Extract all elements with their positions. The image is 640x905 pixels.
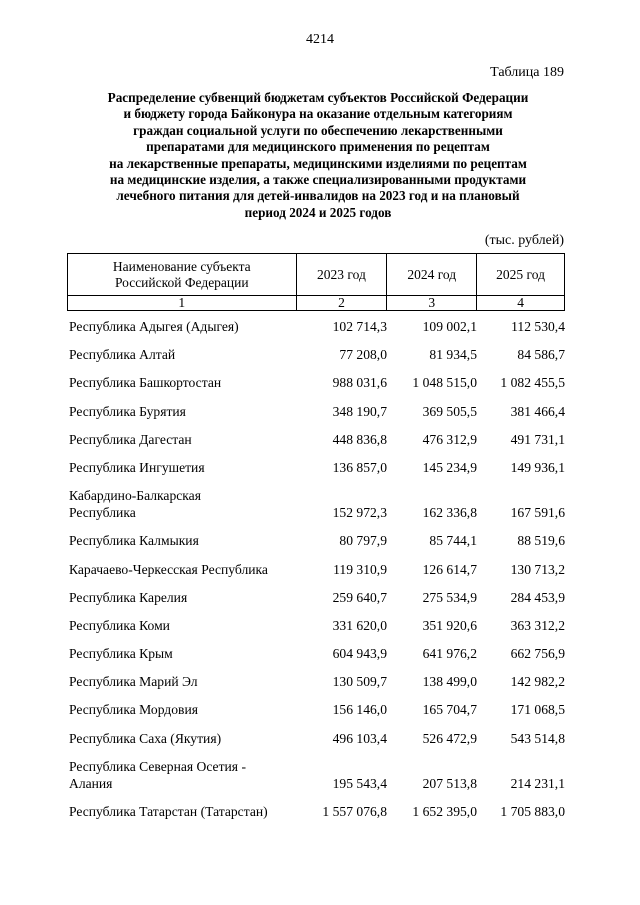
subject-name-line: Республика Бурятия [69,403,186,419]
table-row [67,617,567,634]
table-row [67,431,567,448]
value-2025: 167 591,6 [510,505,565,521]
value-2023: 448 836,8 [332,431,387,447]
value-2023: 331 620,0 [332,617,387,633]
table-row [67,803,567,820]
column-header-2023: 2023 год [296,254,387,296]
value-2025: 214 231,1 [510,775,565,791]
subject-name-line: Республика [69,505,136,521]
subject-name-line: Республика Татарстан (Татарстан) [69,804,268,819]
subject-name-line: Кабардино-Балкарская [69,488,201,504]
value-2025: 130 713,2 [510,561,565,577]
subject-name [67,459,311,476]
table-row [67,561,567,578]
table-header [67,253,565,311]
subject-name-line: Республика Саха (Якутия) [69,730,222,746]
subject-name-line: Республика Мордовия [69,702,198,718]
subject-name-line: Республика Ингушетия [69,459,205,475]
subject-name [67,318,311,335]
subject-name [67,346,311,363]
table-row [67,645,567,662]
value-2025: 84 586,7 [517,347,565,363]
value-2023: 496 103,4 [332,730,387,746]
value-2024: 85 744,1 [429,533,477,549]
subject-name-line: Алания [69,775,113,791]
column-header-2024: 2024 год [387,254,477,296]
title-line: Распределение субвенций бюджетам субъектов Российской Федерации [107,90,529,105]
value-2024: 1 652 395,0 [412,804,477,819]
subject-name [67,532,311,549]
subject-name [67,673,311,690]
value-2025: 284 453,9 [510,589,565,605]
value-2024: 1 048 515,0 [412,375,477,391]
subject-name [67,403,311,420]
subject-name-line: Республика Марий Эл [69,674,198,690]
value-2023: 1 557 076,8 [322,804,387,819]
value-2023: 348 190,7 [332,403,387,419]
value-2024: 351 920,6 [422,617,477,633]
table-row [67,403,567,420]
value-2025: 381 466,4 [510,403,565,419]
column-header-2025: 2025 год [477,254,565,296]
value-2023: 77 208,0 [339,347,387,363]
value-2023: 80 797,9 [339,533,387,549]
value-2023: 604 943,9 [332,646,387,662]
table-row [67,589,567,606]
subject-name-line: Республика Дагестан [69,431,192,447]
column-number-1: 1 [68,296,297,311]
table-row [67,318,567,335]
value-2024: 145 234,9 [422,459,477,475]
subject-name [67,701,311,718]
value-2024: 165 704,7 [422,702,477,718]
units-label: (тыс. рублей) [484,233,564,248]
column-number-4: 4 [477,296,565,311]
column-header-name-line1: Наименование субъекта [112,258,251,274]
title-line: на медицинские изделия, а также специализированными продуктами [109,172,527,188]
table-row [67,532,567,549]
title-line: на лекарственные препараты, медицинскими изделиями по рецептам [109,155,527,171]
subject-name-line: Республика Карелия [69,589,188,605]
value-2024: 162 336,8 [422,505,477,521]
subject-name [67,758,311,792]
document-title [70,90,566,221]
subject-name-line: Республика Северная Осетия - [69,758,246,774]
value-2023: 988 031,6 [332,375,387,391]
table-row [67,673,567,690]
value-2023: 156 146,0 [332,702,387,718]
value-2023: 119 310,9 [333,561,387,577]
column-header-name-line2: Российской Федерации [114,274,249,290]
subject-name-line: Республика Башкортостан [69,375,222,391]
subject-name-line: Республика Адыгея (Адыгея) [69,319,239,334]
column-number-2: 2 [296,296,387,311]
table-row [67,346,567,363]
value-2024: 126 614,7 [422,561,477,577]
value-2023: 195 543,4 [332,775,387,791]
table-label: Таблица 189 [490,65,564,80]
subject-name-line: Республика Калмыкия [69,533,199,549]
table-row [67,701,567,718]
subject-name-line: Республика Крым [69,646,173,662]
column-number-3: 3 [387,296,477,311]
subject-name [67,589,311,606]
table-row [67,374,567,391]
value-2025: 1 705 883,0 [500,804,565,819]
table-row [67,758,567,792]
subject-name [67,803,311,820]
value-2024: 526 472,9 [422,730,477,746]
value-2023: 130 509,7 [332,674,387,690]
value-2024: 476 312,9 [422,431,477,447]
subject-name [67,561,311,578]
value-2024: 138 499,0 [422,674,477,690]
title-line: и бюджету города Байконура на оказание отдельным категориям [123,106,513,122]
subject-name [67,487,311,521]
title-line: препаратами для медицинского применения по рецептам [146,139,490,155]
table-row [67,459,567,476]
subject-name [67,730,311,747]
table-row [67,487,567,521]
subject-name [67,617,311,634]
subject-name [67,431,311,448]
subject-name-line: Карачаево-Черкесская Республика [69,561,268,577]
value-2023: 136 857,0 [332,459,387,475]
value-2024: 207 513,8 [422,775,477,791]
value-2025: 88 519,6 [517,533,565,549]
value-2025: 1 082 455,5 [500,375,565,391]
value-2025: 142 982,2 [510,674,565,690]
value-2023: 102 714,3 [332,319,387,334]
value-2024: 641 976,2 [422,646,477,662]
table-body [67,318,567,831]
value-2025: 363 312,2 [510,617,565,633]
value-2025: 171 068,5 [510,702,565,718]
value-2025: 149 936,1 [510,459,565,475]
value-2024: 109 002,1 [422,319,477,334]
subject-name [67,645,311,662]
value-2024: 81 934,5 [429,347,477,363]
title-line: лечебного питания для детей-инвалидов на 2023 год и на плановый [116,188,520,204]
table-row [67,730,567,747]
value-2025: 543 514,8 [510,730,565,746]
value-2025: 491 731,1 [510,431,565,447]
value-2025: 112 530,4 [511,319,565,334]
value-2023: 259 640,7 [332,589,387,605]
column-header-name [68,254,297,296]
subject-name [67,374,311,391]
value-2024: 275 534,9 [422,589,477,605]
value-2025: 662 756,9 [510,646,565,662]
subject-name-line: Республика Коми [69,617,170,633]
value-2024: 369 505,5 [422,403,477,419]
subject-name-line: Республика Алтай [69,347,176,363]
value-2023: 152 972,3 [332,505,387,521]
title-line: период 2024 и 2025 годов [244,204,392,220]
page-number: 4214 [306,32,334,47]
title-line: граждан социальной услуги по обеспечению лекарственными [133,122,503,138]
